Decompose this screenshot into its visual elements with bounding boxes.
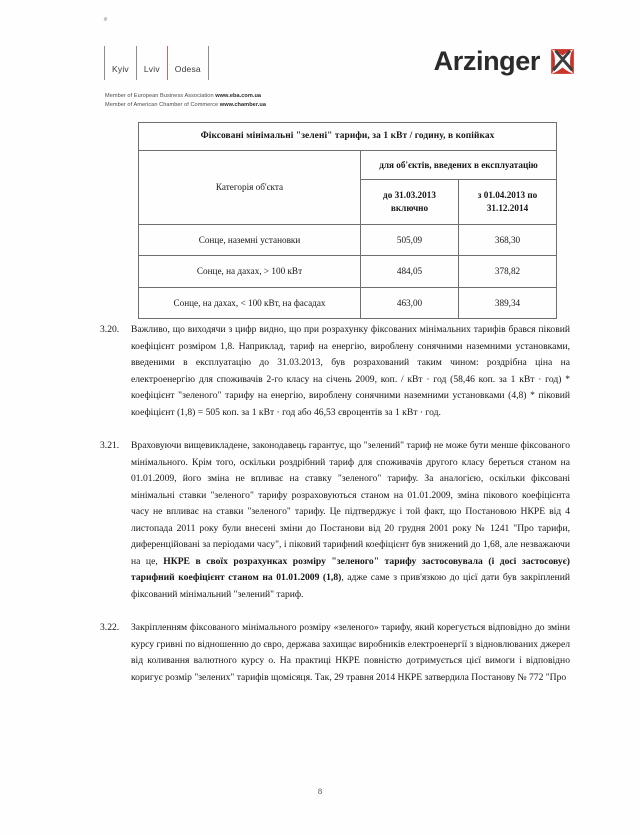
membership-text-chamber: Member of American Chamber of Commerce — [105, 102, 220, 109]
membership-lines — [105, 92, 266, 110]
row-value-1-period-1: 484,05 — [361, 256, 459, 287]
row-value-0-period-2: 368,30 — [459, 224, 557, 255]
paragraph-text-3-22: Закріпленням фіксованого мінімального розміру «зеленого» тарифу, який корегується відповідно до зміни курсу гривні по відношенню до євро, держава захищає виробників електроенергії з відновлюваних джерел від коливання валютного курсу о. На практиці НКРЕ повністю дотримується цієї вимоги і відповідно коригує розмір "зелених" тарифів щомісяця. Так, 29 травня 2014 НКРЕ затвердила Постанову № 772 "Про — [131, 622, 570, 683]
table-row — [139, 287, 557, 318]
membership-url-chamber: www.chamber.ua — [219, 102, 266, 109]
membership-text-eba: Member of European Business Association — [105, 93, 216, 99]
table-header-category: Категорія об'єкта — [139, 150, 361, 224]
membership-line-chamber — [105, 101, 266, 110]
paragraph-number-3-20: 3.20. — [100, 324, 120, 335]
period-1-line1: до 31.03.2013 — [383, 190, 436, 201]
row-value-2-period-1: 463,00 — [361, 287, 459, 318]
arzinger-logo — [434, 48, 576, 75]
arzinger-diamond-mark-icon — [549, 48, 576, 75]
paragraph-3-21-part-2-bold: НКРЕ в своїх розрахунках розміру "зеленого" тарифу застосовувала (і досі застосовує) тарифний коефіцієнт станом на 01.01.2009 (1,8) — [131, 555, 570, 583]
table-subheader-period-1 — [361, 180, 459, 225]
city-divider-rule — [208, 46, 209, 80]
scan-artifact-speck — [103, 17, 107, 22]
page-number: 8 — [317, 786, 323, 796]
membership-line-eba — [105, 92, 266, 101]
table-header-row-1 — [139, 150, 557, 179]
paragraph-3-21 — [100, 438, 570, 603]
city-lviv: Lviv — [143, 63, 160, 74]
city-kyiv: Kyiv — [112, 63, 129, 74]
paragraph-number-3-22: 3.22. — [100, 622, 120, 633]
table-header-period: для об'єктів, введених в експлуатацію — [361, 150, 557, 179]
paragraph-3-20 — [100, 322, 570, 421]
period-2-line2: 31.12.2014 — [486, 202, 529, 213]
document-body — [100, 322, 570, 703]
table-subheader-period-2 — [459, 180, 557, 225]
paragraph-text-3-21 — [131, 438, 570, 603]
membership-url-eba: www.eba.com.ua — [215, 93, 262, 99]
paragraph-3-22 — [100, 620, 570, 686]
paragraph-text-3-20: Важливо, що виходячи з цифр видно, що при розрахунку фіксованих мінімальних тарифів брався піковий коефіцієнт розміром 1,8. Наприклад, тариф на енергію, вироблену сонячними наземними установками, введеними в експлуатацію до 31.03.2013, був розрахований таким чином: роздрібна ціна на електроенергію для споживачів 2-го класу на січень 2009, коп. / кВт · год (58,46 коп. за 1 кВт · год) * коефіцієнт "зеленого" тарифу на енергію, вироблену сонячними наземними установками (4,8) * піковий коефіцієнт (1,8) = 505 коп. за 1 кВт · год або 46,53 євроцентів за 1 кВт · год. — [131, 324, 570, 418]
row-value-2-period-2: 389,34 — [459, 287, 557, 318]
office-city-list — [104, 46, 209, 80]
paragraph-3-21-part-1: Враховуючи вищевикладене, законодавець гарантує, що "зелений" тариф не може бути менше фіксованого мінімального. Крім того, оскільки роздрібний тариф для споживачів другого класу береться станом на 01.01.2009, його зміна не впливає на ставку "зеленого" тарифу. За аналогією, оскільки фіксовані мінімальні ставки "зеленого" тарифу розраховуються станом на 01.01.2009, зміна пікового коефіцієнта часу не впливає на ставки "зеленого" тарифу. Це підтверджує і той факт, що Постановою НКРЕ від 4 листопада 2011 року були внесені зміни до Постанови від 20 грудня 2001 року № 1241 "Про тарифи, диференційовані за періодами часу", і піковий тарифний коефіцієнт був знижений до 1,68, але незважаючи на це, — [131, 440, 570, 567]
row-category-1: Сонце, на дахах, > 100 кВт — [139, 256, 361, 287]
city-odesa: Odesa — [174, 63, 201, 74]
row-value-1-period-2: 378,82 — [459, 256, 557, 287]
paragraph-3-21-part-3: , адже саме з прив'язкою до цієї дати був закріплений фіксований мінімальний "зелений" тариф. — [131, 572, 570, 600]
period-2-line1: з 01.04.2013 по — [477, 190, 538, 201]
table-title: Фіксовані мінімальні "зелені" тарифи, за 1 кВт / годину, в копійках — [139, 123, 557, 151]
row-value-0-period-1: 505,09 — [361, 224, 459, 255]
table-title-row — [139, 123, 557, 151]
row-category-2: Сонце, на дахах, < 100 кВт, на фасадах — [139, 287, 361, 318]
table-row — [139, 224, 557, 255]
row-category-0: Сонце, наземні установки — [139, 224, 361, 255]
green-tariff-table — [138, 122, 557, 319]
period-1-line2: включно — [390, 202, 429, 213]
paragraph-number-3-21: 3.21. — [100, 440, 120, 451]
logo-wordmark: Arzinger — [433, 46, 540, 76]
table-row — [139, 256, 557, 287]
